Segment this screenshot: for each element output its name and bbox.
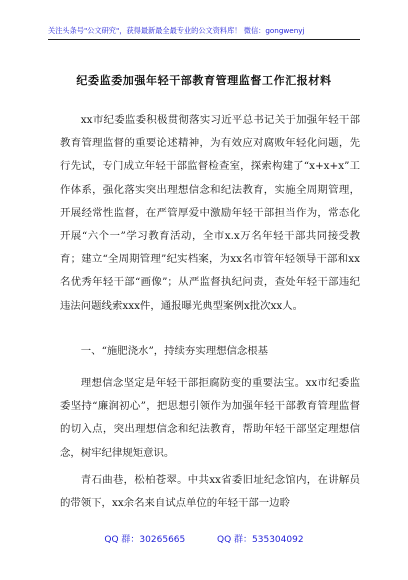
footer-qq-group-1: QQ 群：30265665 (104, 535, 186, 545)
section-heading: 一、“施肥浇水”，持续夯实理想信念根基 (80, 345, 269, 357)
header-banner: 关注头条号"公文研究"，获得最新最全最专业的公文资料库！ 微信：gongwenyj (48, 26, 305, 35)
document-title: 纪委监委加强年轻干部教育管理监督工作汇报材料 (76, 74, 332, 87)
body-paragraph: 理想信念坚定是年轻干部拒腐防变的重要法宝。xx市纪委监委坚持“廉润初心”，把思想引领作为加强年轻干部教育管理监督的切入点，突出理想信念和纪法教育，帮助年轻干部坚定理想信念，树牢纪律规矩意识。 (60, 377, 360, 459)
body-paragraph: xx市纪委监委积极贯彻落实习近平总书记关于加强年轻干部教育管理监督的重要论述精神，为有效应对腐败年轻化问题，先行先试，专门成立年轻干部监督检查室，探索构建了“x+x+x”工作体系，强化落实突出理想信念和纪法教育，实施全周期管理，开展经常性监督，在严管厚爱中激励年轻干部担当作为，常态化开展“六个一”学习教育活动，全市x.x万名年轻干部共同接受教育；建立“全周期管理”纪实档案，为xx名市管年轻领导干部和xx名优秀年轻干部“画像”；从严监督执纪问责，查处年轻干部违纪违法问题线索xxx件，通报曝光典型案例x批次xx人。 (60, 114, 360, 312)
body-paragraph: 青石曲巷，松柏苍翠。中共xx省委旧址纪念馆内，在讲解员的带领下，xx余名来自试点单位的年轻干部一边聆 (60, 474, 360, 510)
footer-contact (0, 532, 408, 545)
paragraph-block-3 (60, 469, 360, 515)
section-heading-block (60, 340, 360, 363)
paragraph-block-1 (60, 109, 360, 318)
footer-qq-group-2: QQ 群：535304092 (217, 535, 304, 545)
header-divider (48, 39, 360, 40)
paragraph-block-2 (60, 372, 360, 465)
